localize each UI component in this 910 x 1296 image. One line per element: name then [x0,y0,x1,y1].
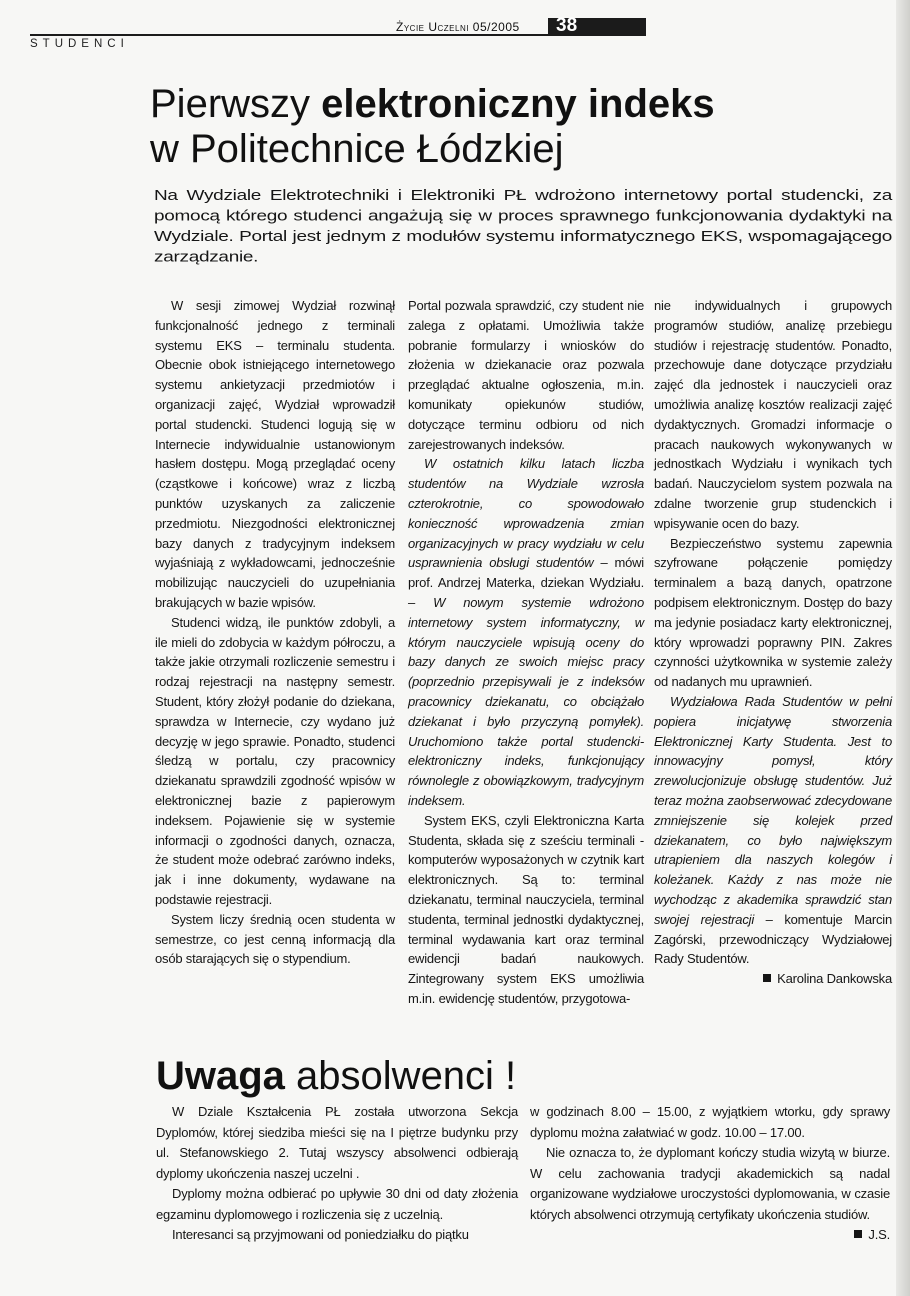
page-edge-shadow [896,0,910,1296]
page-number: 38 [556,15,578,36]
quote-paragraph [654,692,892,969]
article-column-2 [408,296,644,1009]
square-bullet-icon [763,974,771,982]
quote-text: Wydziałowa Rada Studentów w pełni popiera inicjatywę stworzenia Elektronicznej Karty Studenta. Jest to innowacyjny pomysł, który zrewolucjonizuje obsługę studentów. Już teraz można zaobserwować zdecydowane zmniejszenie się kolejek przed dziekanatem, co było największym utrapieniem dla naszych kolegów i koleżanek. Każdy z nas może nie wychodząc z akademika sprawdzić stan swojej rejestracji [654,693,892,927]
paragraph: System liczy średnią ocen studenta w semestrze, co jest cenną informacją dla osób starających się o stypendium. [155,911,395,967]
attribution: – mówi prof. Andrzej Materka, dziekan Wydziału. [408,555,644,591]
paragraph: W sesji zimowej Wydział rozwinął funkcjonalność jednego z terminali systemu EKS – terminalu studenta. Obecnie obok istniejącego internetowego systemu ankietyzacji przedmiotów i organizacji zajęć, Wydział wprowadził portal studencki. Studenci logują się w Internecie indywidualnie ustanowionym hasłem dostępu. Mogą przeglądać oceny (cząstkowe i końcowe) wraz z liczbą punktów uzyskanych za zaliczenie przedmiotu. Niezgodności elektronicznej bazy danych z tradycyjnym indeksem wyjaśniają z wykładowcami, jednocześnie mobilizując nauczycieli do uzupełniania brakujących w bazie wpisów. [155,298,395,610]
notice-column-2 [530,1102,890,1246]
author-initials: J.S. [868,1227,890,1242]
paragraph: System EKS, czyli Elektroniczna Karta Studenta, składa się z sześciu terminali - komputerów wyposażonych w czytnik kart elektronicznych. Są to: terminal dziekanatu, terminal nauczyciela, terminal studenta, terminal jednostki dydaktycznej, terminal wydawania kart oraz terminal ewidencji badań naukowych. Zintegrowany system EKS umożliwia m.in. ewidencję studentów, przygotowa- [408,812,644,1006]
article-column-3 [654,296,892,989]
notice-column-1 [156,1102,518,1246]
notice-title-bold: Uwaga [156,1054,285,1098]
article-lead: Na Wydziale Elektrotechniki i Elektroniki PŁ wdrożono internetowy portal studencki, za pomocą którego studenci angażują się w proces sprawnego funkcjonowania dydaktyki na Wydziale. Portal jest jednym z modułów systemu informatycznego EKS, wspomagającego zarządzanie. [154,187,892,266]
square-bullet-icon [854,1230,862,1238]
title-line2: w Politechnice Łódzkiej [150,127,564,171]
paragraph: w godzinach 8.00 – 15.00, z wyjątkiem wtorku, gdy sprawy dyplomu można załatwiać w godz. 10.00 – 17.00. [530,1104,890,1140]
paragraph: Dyplomy można odbierać po upływie 30 dni od daty złożenia egzaminu dyplomowego i rozliczenia się z uczelnią. [156,1186,518,1222]
paragraph: Portal pozwala sprawdzić, czy student nie zalega z opłatami. Umożliwia także pobranie formularzy i wniosków do złożenia w dziekanacie oraz pozwala przeglądać aktualne ogłoszenia, m.in. komunikaty opiekunów studiów, dotyczące terminu odbioru od nich zarejestrowanych indeksów. [408,298,644,452]
paragraph: Nie oznacza to, że dyplomant kończy studia wizytą w biurze. W celu zachowania tradycji akademickich są nadal organizowane wydziałowe uroczystości dyplomowania, w czasie których absolwenci otrzymują certyfikaty ukończenia studiów. [530,1145,890,1222]
title-part1: Pierwszy [150,82,322,126]
section-label: STUDENCI [30,38,129,50]
attribution: – komentuje Marcin Zagórski, przewodniczący Wydziałowej Rady Studentów. [654,911,892,967]
journal-name: Życie Uczelni 05/2005 [396,20,520,34]
notice-title [156,1052,516,1100]
quote-paragraph [408,454,644,810]
paragraph: Bezpieczeństwo systemu zapewnia szyfrowane połączenie pomiędzy terminalem a bazą danych, opatrzone podpisem elektronicznym. Dostęp do bazy ma jedynie posiadacz karty elektronicznej, który wprowadzi poprawny PIN. Zakres czynności użytkownika w systemie zależy od nadanych mu uprawnień. [654,535,892,690]
article-column-1 [155,296,395,969]
paragraph: Studenci widzą, ile punktów zdobyli, a ile mieli do zdobycia w każdym półroczu, a także jakie otrzymali rozliczenie semestru i rodzaj rejestracji na następny semestr. Student, który złożył podanie do dziekana, sprawdza w Internecie, czy wydano już decyzję w jego sprawie. Ponadto, studenci śledzą w portalu, czy pracownicy dziekanatu sprawdzili zgodność wpisów w elektronicznej bazie z papierowym indeksem. Pojawienie się w systemie informacji o zgodności danych, oznacza, że student może odebrać zarówno indeks, jak i inne dokumenty, wydawane na podstawie rejestracji. [155,614,395,907]
paragraph: nie indywidualnych i grupowych programów studiów, analizę przebiegu studiów i rejestrację studentów. Ponadto, przechowuje dane dotyczące przydziału zajęć dla jednostek i nauczycieli oraz umożliwia analizę kosztów realizacji zajęć dydaktycznych. Gromadzi informacje o pracach naukowych wykonywanych w jednostkach Wydziału i wynikach tych badań. Nauczycielom system pozwala na zdalne tworzenie grup studenckich i wpisywanie ocen do bazy. [654,298,892,531]
paragraph: W Dziale Kształcenia PŁ została utworzona Sekcja Dyplomów, której siedziba mieści się na I piętrze budynku przy ul. Stefanowskiego 2. Tutaj wszyscy absolwenci odbierają dyplomy ukończenia naszej uczelni . [156,1104,518,1181]
quote-text: W ostatnich kilku latach liczba studentów na Wydziale wzrosła czterokrotnie, co spowodowało konieczność wprowadzenia zmian organizacyjnych w pracy wydziału w celu usprawnienia obsługi studentów [408,456,644,571]
notice-title-rest: absolwenci ! [284,1054,517,1098]
author-byline [654,969,892,989]
quote-text: – W nowym systemie wdrożono internetowy system informatyczny, w którym nauczyciele wpisują oceny do bazy danych ze swoich miejsc pracy (poprzednio przepisywali je z indeksów pracownicy dziekanatu, co obciążało dziekanat i było przyczyną pomyłek). Uruchomiono także portal studencki- elektroniczny indeks, funkcjonujący równolegle z obowiązkowym, tradycyjnym indeksem. [408,594,644,808]
author-name: Karolina Dankowska [777,971,892,987]
article-title [150,82,870,172]
title-bold: elektroniczny indeks [321,82,715,126]
author-byline [530,1225,890,1246]
paragraph: Interesanci są przyjmowani od poniedziałku do piątku [172,1227,469,1242]
